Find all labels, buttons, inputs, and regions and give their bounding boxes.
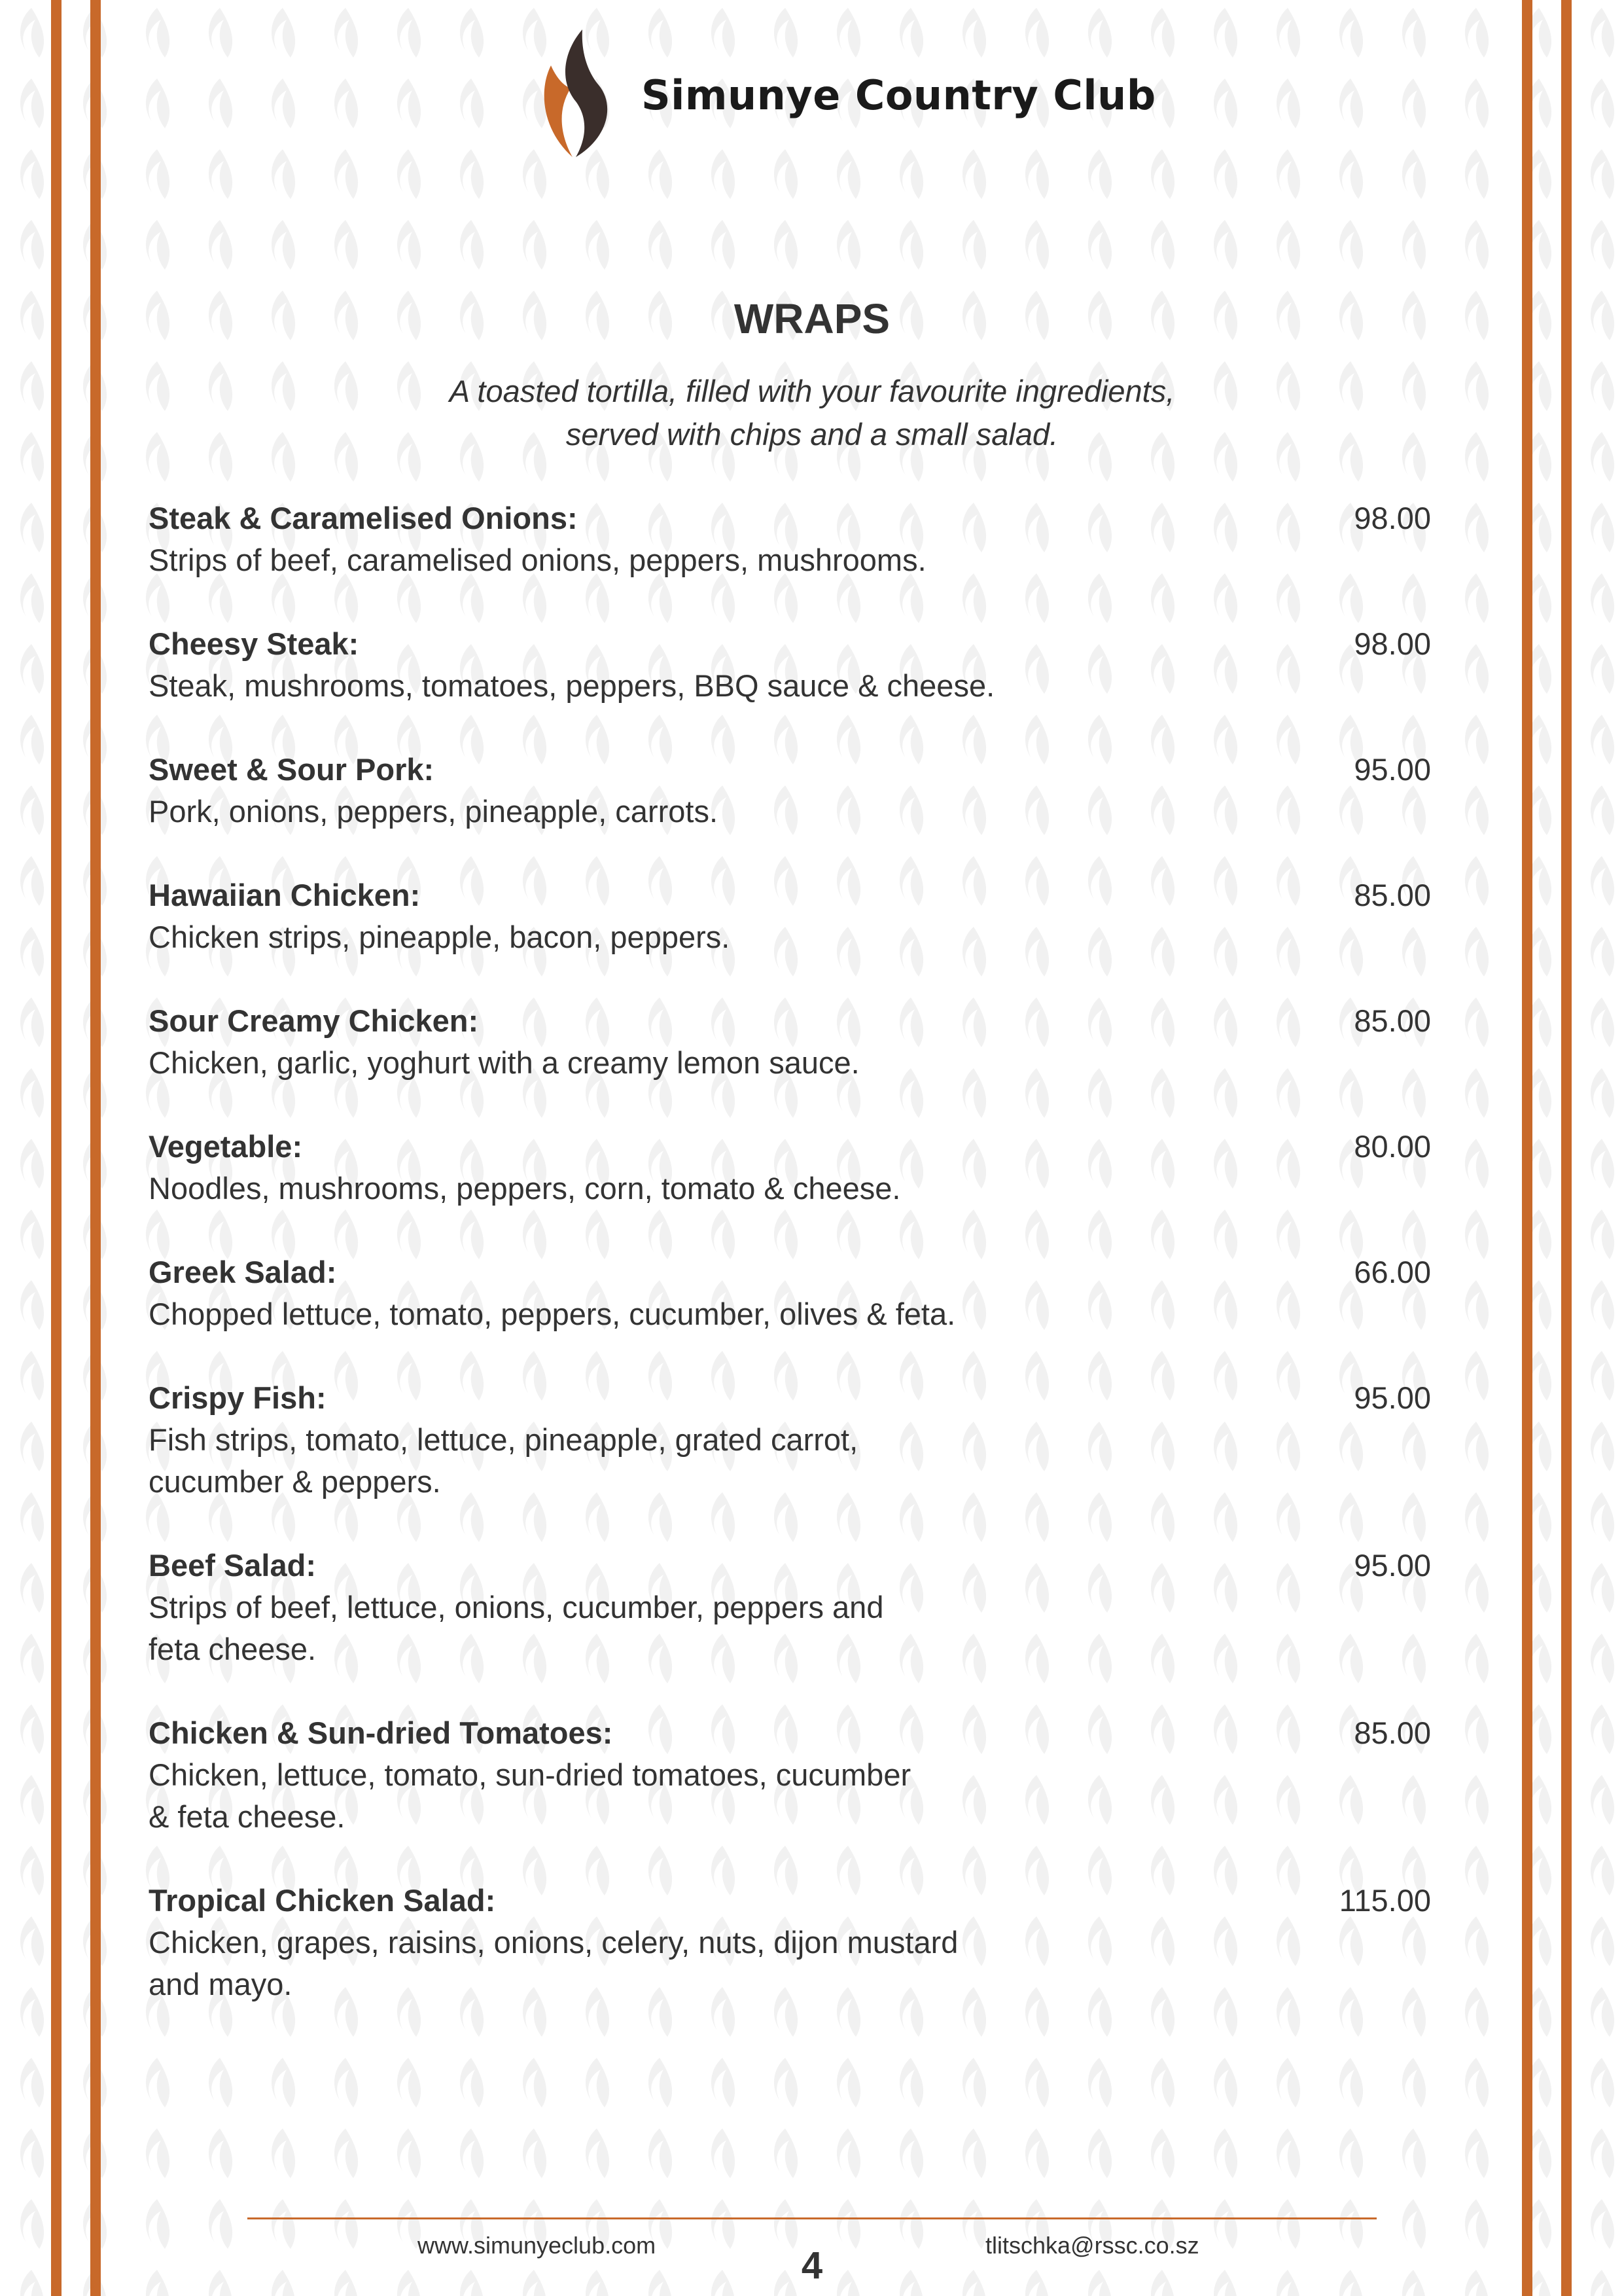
menu-item [149, 1880, 1431, 2005]
item-description [149, 791, 1051, 833]
item-description-line: Chicken, lettuce, tomato, sun-dried tomatoes, cucumber [149, 1757, 911, 1792]
item-description-line: Pork, onions, peppers, pineapple, carrots. [149, 794, 718, 829]
item-name: Steak & Caramelised Onions: [149, 501, 578, 535]
item-name: Vegetable: [149, 1129, 303, 1164]
item-description-line: Chopped lettuce, tomato, peppers, cucumber, olives & feta. [149, 1297, 956, 1331]
right-inner-border [1522, 0, 1532, 2296]
subtitle-line-2: served with chips and a small salad. [565, 417, 1059, 452]
item-description-line: feta cheese. [149, 1632, 317, 1666]
item-description-line: Chicken, garlic, yoghurt with a creamy lemon sauce. [149, 1045, 860, 1080]
flame-leaf-logo-icon [537, 26, 622, 164]
item-description-line: Steak, mushrooms, tomatoes, peppers, BBQ sauce & cheese. [149, 668, 995, 703]
page-number: 4 [801, 2244, 823, 2287]
section-title: WRAPS [733, 295, 891, 342]
item-description-line: cucumber & peppers. [149, 1464, 441, 1499]
item-name: Cheesy Steak: [149, 626, 359, 661]
subtitle-line-1: A toasted tortilla, filled with your favourite ingredients, [449, 374, 1175, 408]
item-description-line: Strips of beef, caramelised onions, peppers, mushrooms. [149, 543, 927, 577]
menu-item [149, 1126, 1431, 1210]
item-price: 80.00 [1354, 1129, 1431, 1164]
item-description-line: Chicken strips, pineapple, bacon, peppers. [149, 920, 730, 954]
menu-item [149, 1377, 1431, 1503]
club-name: Simunye Country Club [641, 71, 1156, 119]
left-outer-border [51, 0, 62, 2296]
item-description [149, 1922, 1051, 2005]
left-inner-border [90, 0, 101, 2296]
item-price: 85.00 [1354, 1003, 1431, 1038]
item-description-line: & feta cheese. [149, 1799, 345, 1834]
item-description [149, 1168, 1051, 1210]
right-outer-border [1561, 0, 1572, 2296]
section-subtitle [0, 370, 1624, 456]
item-description-line: Noodles, mushrooms, peppers, corn, tomato & cheese. [149, 1171, 901, 1206]
menu-item [149, 1251, 1431, 1335]
menu-item [149, 749, 1431, 833]
item-name: Chicken & Sun-dried Tomatoes: [149, 1715, 613, 1750]
item-description [149, 916, 1051, 958]
menu-list [149, 497, 1431, 2047]
item-price: 98.00 [1354, 501, 1431, 535]
item-description [149, 1587, 1051, 1670]
item-name: Sweet & Sour Pork: [149, 752, 434, 787]
item-name: Beef Salad: [149, 1548, 316, 1583]
item-description-line: Chicken, grapes, raisins, onions, celery, nuts, dijon mustard [149, 1925, 959, 1960]
item-description [149, 1419, 1051, 1503]
page-header [537, 26, 1156, 164]
item-name: Tropical Chicken Salad: [149, 1883, 496, 1918]
footer-divider [247, 2217, 1377, 2219]
item-description-line: Strips of beef, lettuce, onions, cucumber, peppers and [149, 1590, 884, 1624]
item-price: 95.00 [1354, 1380, 1431, 1415]
menu-item [149, 1712, 1431, 1838]
item-description [149, 665, 1051, 707]
item-description [149, 1293, 1051, 1335]
item-name: Sour Creamy Chicken: [149, 1003, 479, 1038]
email-link[interactable]: tlitschka@rssc.co.sz [985, 2232, 1199, 2259]
menu-item [149, 874, 1431, 958]
item-description-line: Fish strips, tomato, lettuce, pineapple, grated carrot, [149, 1422, 858, 1457]
item-price: 85.00 [1354, 878, 1431, 912]
item-description [149, 1754, 1051, 1838]
menu-item [149, 1000, 1431, 1084]
item-price: 95.00 [1354, 752, 1431, 787]
menu-item [149, 623, 1431, 707]
item-price: 115.00 [1339, 1883, 1431, 1918]
item-price: 85.00 [1354, 1715, 1431, 1750]
item-price: 98.00 [1354, 626, 1431, 661]
item-description [149, 1042, 1051, 1084]
item-description-line: and mayo. [149, 1967, 292, 2001]
item-name: Greek Salad: [149, 1255, 337, 1289]
item-name: Hawaiian Chicken: [149, 878, 421, 912]
website-link[interactable]: www.simunyeclub.com [417, 2232, 656, 2259]
menu-item [149, 497, 1431, 581]
item-price: 66.00 [1354, 1255, 1431, 1289]
item-price: 95.00 [1354, 1548, 1431, 1583]
menu-item [149, 1545, 1431, 1670]
item-name: Crispy Fish: [149, 1380, 327, 1415]
item-description [149, 539, 1051, 581]
